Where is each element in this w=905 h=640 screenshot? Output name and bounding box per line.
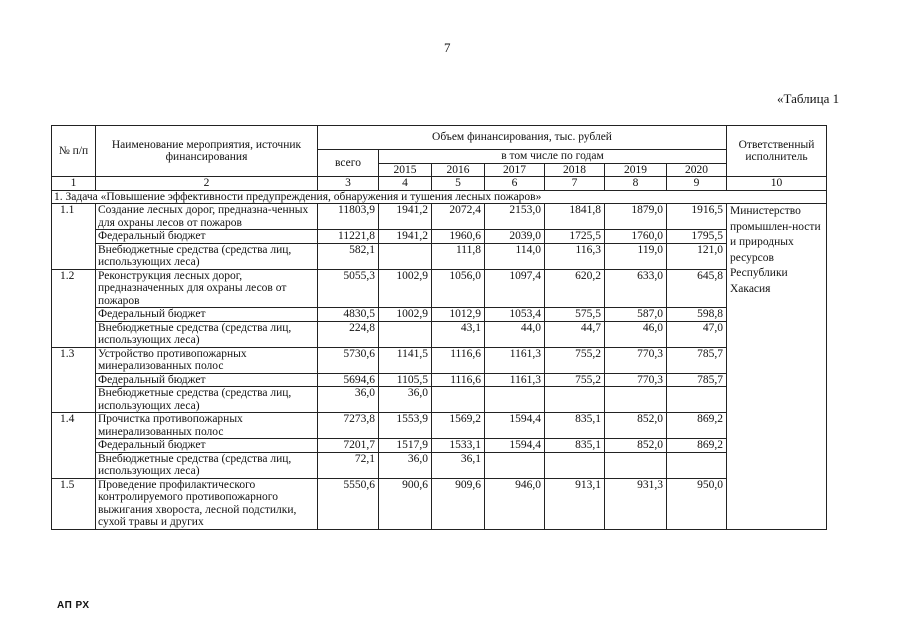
total-value: 5730,6	[318, 347, 379, 373]
year-value: 36,0	[379, 387, 432, 413]
year-value: 946,0	[485, 478, 545, 529]
header-year: 2018	[545, 163, 605, 177]
header-name: Наименование мероприятия, источник финансирования	[96, 126, 318, 177]
item-number: 1.1	[52, 204, 96, 270]
column-number: 1	[52, 177, 96, 191]
year-value	[667, 387, 727, 413]
year-value: 852,0	[605, 413, 667, 439]
year-value: 1105,5	[379, 373, 432, 387]
column-number: 6	[485, 177, 545, 191]
year-value: 575,5	[545, 308, 605, 322]
year-value: 1553,9	[379, 413, 432, 439]
header-year: 2017	[485, 163, 545, 177]
column-number: 8	[605, 177, 667, 191]
year-value: 1941,2	[379, 230, 432, 244]
year-value: 1960,6	[432, 230, 485, 244]
table-row	[52, 439, 827, 453]
year-value: 770,3	[605, 347, 667, 373]
item-name: Федеральный бюджет	[96, 373, 318, 387]
table-row	[52, 243, 827, 269]
item-name: Внебюджетные средства (средства лиц, использующих леса)	[96, 243, 318, 269]
column-number: 4	[379, 177, 432, 191]
table-caption: «Таблица 1	[777, 91, 840, 106]
item-name: Внебюджетные средства (средства лиц, использующих леса)	[96, 321, 318, 347]
year-value: 1097,4	[485, 269, 545, 308]
year-value: 598,8	[667, 308, 727, 322]
responsible-executor: Министерство промышлен-ности и природных ресурсов Республики Хакасия	[727, 204, 827, 530]
year-value: 785,7	[667, 347, 727, 373]
year-value: 835,1	[545, 439, 605, 453]
column-number: 9	[667, 177, 727, 191]
total-value: 582,1	[318, 243, 379, 269]
year-value: 44,7	[545, 321, 605, 347]
total-value: 72,1	[318, 452, 379, 478]
year-value: 755,2	[545, 347, 605, 373]
table-row	[52, 204, 827, 230]
table-row	[52, 230, 827, 244]
table-row	[52, 478, 827, 529]
year-value: 1116,6	[432, 373, 485, 387]
page-number: 7	[444, 40, 451, 55]
year-value: 950,0	[667, 478, 727, 529]
year-value: 1533,1	[432, 439, 485, 453]
year-value: 1795,5	[667, 230, 727, 244]
table-row	[52, 321, 827, 347]
year-value: 114,0	[485, 243, 545, 269]
table-row	[52, 269, 827, 308]
year-value: 869,2	[667, 439, 727, 453]
year-value: 755,2	[545, 373, 605, 387]
year-value	[545, 452, 605, 478]
year-value: 835,1	[545, 413, 605, 439]
header-total: всего	[318, 150, 379, 177]
item-name: Федеральный бюджет	[96, 308, 318, 322]
year-value: 913,1	[545, 478, 605, 529]
column-number: 3	[318, 177, 379, 191]
year-value	[605, 387, 667, 413]
total-value: 7273,8	[318, 413, 379, 439]
year-value	[379, 321, 432, 347]
year-value	[667, 452, 727, 478]
year-value: 111,8	[432, 243, 485, 269]
year-value: 770,3	[605, 373, 667, 387]
year-value	[545, 387, 605, 413]
total-value: 4830,5	[318, 308, 379, 322]
year-value	[432, 387, 485, 413]
header-no: № п/п	[52, 126, 96, 177]
total-value: 5055,3	[318, 269, 379, 308]
year-value: 1916,5	[667, 204, 727, 230]
year-value	[485, 452, 545, 478]
year-value: 1941,2	[379, 204, 432, 230]
total-value: 5550,6	[318, 478, 379, 529]
year-value: 785,7	[667, 373, 727, 387]
year-value: 2153,0	[485, 204, 545, 230]
year-value: 119,0	[605, 243, 667, 269]
item-name: Проведение профилактического контролируемого противопожарного выжигания хворостa, лесной подстилки, сухой травы и других	[96, 478, 318, 529]
item-number: 1.3	[52, 347, 96, 413]
item-number: 1.2	[52, 269, 96, 347]
year-value: 633,0	[605, 269, 667, 308]
year-value: 43,1	[432, 321, 485, 347]
header-responsible: Ответственный исполнитель	[727, 126, 827, 177]
year-value: 2039,0	[485, 230, 545, 244]
header-year: 2019	[605, 163, 667, 177]
item-name: Реконструкция лесных дорог, предназначенных для охраны лесов от пожаров	[96, 269, 318, 308]
year-value: 116,3	[545, 243, 605, 269]
year-value: 44,0	[485, 321, 545, 347]
table-row	[52, 347, 827, 373]
header-by-years: в том числе по годам	[379, 150, 727, 164]
header-volume: Объем финансирования, тыс. рублей	[318, 126, 727, 150]
item-name: Федеральный бюджет	[96, 439, 318, 453]
year-value: 1594,4	[485, 439, 545, 453]
year-value: 1569,2	[432, 413, 485, 439]
table-row	[52, 413, 827, 439]
total-value: 7201,7	[318, 439, 379, 453]
year-value: 2072,4	[432, 204, 485, 230]
year-value: 1161,3	[485, 373, 545, 387]
header-year: 2015	[379, 163, 432, 177]
item-name: Внебюджетные средства (средства лиц, использующих леса)	[96, 452, 318, 478]
header-year: 2020	[667, 163, 727, 177]
year-value	[485, 387, 545, 413]
column-number: 5	[432, 177, 485, 191]
total-value: 36,0	[318, 387, 379, 413]
year-value: 931,3	[605, 478, 667, 529]
total-value: 11803,9	[318, 204, 379, 230]
year-value: 47,0	[667, 321, 727, 347]
total-value: 11221,8	[318, 230, 379, 244]
year-value: 1012,9	[432, 308, 485, 322]
year-value: 1002,9	[379, 308, 432, 322]
year-value	[379, 243, 432, 269]
year-value: 869,2	[667, 413, 727, 439]
year-value: 1141,5	[379, 347, 432, 373]
table-row	[52, 387, 827, 413]
year-value: 909,6	[432, 478, 485, 529]
year-value: 1161,3	[485, 347, 545, 373]
year-value: 620,2	[545, 269, 605, 308]
year-value	[605, 452, 667, 478]
year-value: 1517,9	[379, 439, 432, 453]
item-name: Внебюджетные средства (средства лиц, использующих леса)	[96, 387, 318, 413]
header-year: 2016	[432, 163, 485, 177]
year-value: 121,0	[667, 243, 727, 269]
year-value: 587,0	[605, 308, 667, 322]
table-row	[52, 308, 827, 322]
total-value: 5694,6	[318, 373, 379, 387]
item-name: Федеральный бюджет	[96, 230, 318, 244]
column-number: 7	[545, 177, 605, 191]
year-value: 645,8	[667, 269, 727, 308]
item-name: Устройство противопожарных минерализованных полос	[96, 347, 318, 373]
year-value: 1594,4	[485, 413, 545, 439]
column-number: 2	[96, 177, 318, 191]
table-row	[52, 452, 827, 478]
year-value: 1002,9	[379, 269, 432, 308]
item-number: 1.5	[52, 478, 96, 529]
task-row: 1. Задача «Повышение эффективности предупреждения, обнаружения и тушения лесных пожаров»	[52, 190, 827, 204]
year-value: 1879,0	[605, 204, 667, 230]
financing-table	[51, 125, 827, 530]
year-value: 36,0	[379, 452, 432, 478]
year-value: 900,6	[379, 478, 432, 529]
year-value: 1116,6	[432, 347, 485, 373]
item-number: 1.4	[52, 413, 96, 479]
year-value: 46,0	[605, 321, 667, 347]
item-name: Создание лесных дорог, предназна-ченных для охраны лесов от пожаров	[96, 204, 318, 230]
year-value: 1053,4	[485, 308, 545, 322]
year-value: 1760,0	[605, 230, 667, 244]
year-value: 852,0	[605, 439, 667, 453]
footer-mark: АП РХ	[57, 600, 90, 611]
year-value: 1056,0	[432, 269, 485, 308]
year-value: 36,1	[432, 452, 485, 478]
year-value: 1725,5	[545, 230, 605, 244]
item-name: Прочистка противопожарных минерализованных полос	[96, 413, 318, 439]
column-number: 10	[727, 177, 827, 191]
year-value: 1841,8	[545, 204, 605, 230]
table-row	[52, 373, 827, 387]
total-value: 224,8	[318, 321, 379, 347]
